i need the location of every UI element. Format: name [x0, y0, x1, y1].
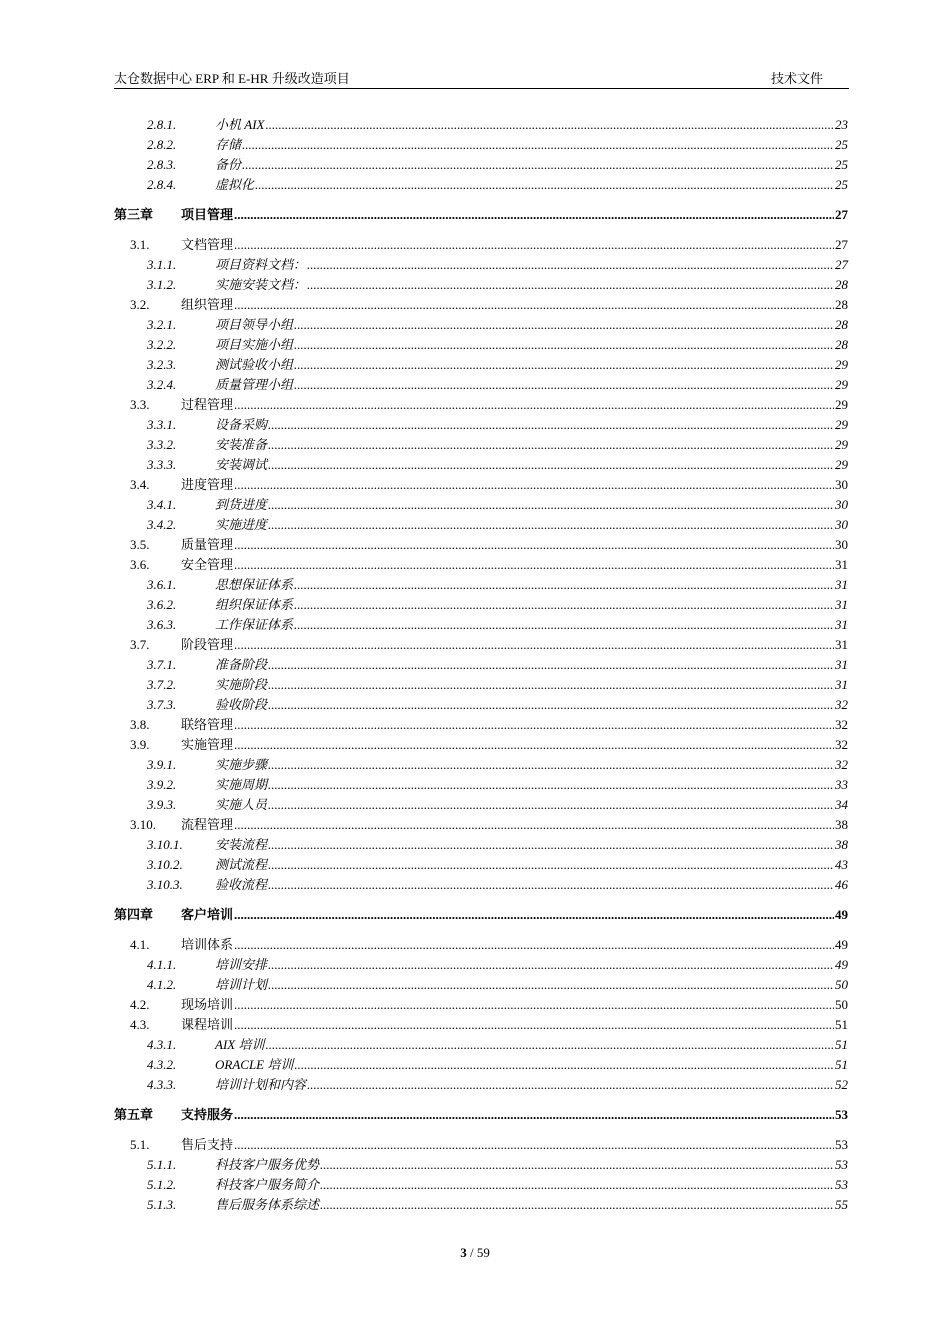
toc-leader-dots — [234, 1135, 834, 1155]
toc-entry-number: 3.9.2. — [147, 777, 177, 792]
toc-entry-number: 3.4. — [130, 477, 150, 492]
toc-entry-number: 2.8.1. — [147, 117, 177, 132]
toc-entry[interactable] — [147, 435, 848, 455]
toc-entry-page: 32 — [835, 757, 848, 772]
toc-leader-dots — [320, 1195, 834, 1215]
toc-entry-number: 3.3.1. — [147, 417, 177, 432]
toc-leader-dots — [268, 655, 834, 675]
toc-leader-dots — [294, 375, 834, 395]
toc-leader-dots — [234, 555, 834, 575]
toc-leader-dots — [268, 875, 834, 895]
toc-entry[interactable] — [147, 495, 848, 515]
toc-leader-dots — [242, 155, 834, 175]
toc-entry-number: 4.1.2. — [147, 977, 177, 992]
toc-entry-title: 备份 — [215, 157, 242, 172]
toc-entry[interactable] — [130, 635, 848, 655]
toc-entry-page: 50 — [835, 997, 848, 1012]
toc-entry-title: 安全管理 — [181, 557, 234, 572]
toc-entry-title: 安装流程 — [215, 837, 268, 852]
toc-entry-title: 准备阶段 — [215, 657, 268, 672]
toc-entry-page: 49 — [835, 957, 848, 972]
toc-entry[interactable] — [114, 905, 848, 925]
toc-leader-dots — [294, 1055, 834, 1075]
toc-entry-page: 51 — [835, 1037, 848, 1052]
toc-leader-dots — [307, 275, 834, 295]
toc-entry-page: 28 — [835, 317, 848, 332]
toc-entry-page: 30 — [835, 497, 848, 512]
toc-leader-dots — [307, 1075, 834, 1095]
toc-entry[interactable] — [147, 1195, 848, 1215]
toc-entry[interactable] — [147, 975, 848, 995]
toc-entry-title: 实施安装文档： — [215, 277, 307, 292]
toc-entry-number: 第三章 — [114, 207, 154, 222]
toc-leader-dots — [268, 975, 834, 995]
toc-leader-dots — [294, 575, 834, 595]
toc-leader-dots — [268, 755, 834, 775]
page-footer — [0, 1245, 950, 1261]
toc-entry-title: 实施管理 — [181, 737, 234, 752]
toc-leader-dots — [268, 495, 834, 515]
header-doc-type: 技术文件 — [770, 71, 823, 86]
toc-leader-dots — [268, 515, 834, 535]
header-title: 太仓数据中心 ERP 和 E-HR 升级改造项目 — [114, 71, 350, 86]
toc-leader-dots — [268, 415, 834, 435]
toc-entry-title: ORACLE 培训 — [215, 1057, 294, 1072]
toc-leader-dots — [268, 435, 834, 455]
toc-entry-number: 4.1. — [130, 937, 150, 952]
toc-entry-number: 4.3. — [130, 1017, 150, 1032]
toc-entry-page: 32 — [835, 717, 848, 732]
toc-entry[interactable] — [147, 1155, 848, 1175]
toc-entry-page: 53 — [835, 1177, 848, 1192]
toc-entry-number: 第四章 — [114, 907, 154, 922]
toc-entry-page: 51 — [835, 1017, 848, 1032]
toc-entry[interactable] — [114, 1105, 848, 1125]
toc-leader-dots — [234, 475, 834, 495]
toc-entry[interactable] — [147, 255, 848, 275]
toc-leader-dots — [265, 115, 834, 135]
toc-entry-title: 质量管理小组 — [215, 377, 294, 392]
toc-entry-title: AIX 培训 — [215, 1037, 265, 1052]
toc-leader-dots — [234, 905, 834, 925]
toc-entry-title: 过程管理 — [181, 397, 234, 412]
toc-entry-number: 3.10.3. — [147, 877, 183, 892]
toc-entry[interactable] — [147, 335, 848, 355]
toc-leader-dots — [234, 295, 834, 315]
toc-entry-page: 25 — [835, 137, 848, 152]
toc-entry-number: 4.3.3. — [147, 1077, 177, 1092]
toc-leader-dots — [320, 1175, 834, 1195]
toc-leader-dots — [234, 535, 834, 555]
toc-entry[interactable] — [130, 1135, 848, 1155]
toc-entry-title: 小机 AIX — [215, 117, 265, 132]
toc-leader-dots — [234, 715, 834, 735]
toc-entry-title: 工作保证体系 — [215, 617, 294, 632]
toc-leader-dots — [294, 315, 834, 335]
toc-entry-page: 50 — [835, 977, 848, 992]
toc-entry-number: 3.6. — [130, 557, 150, 572]
toc-entry-title: 项目实施小组 — [215, 337, 294, 352]
toc-entry[interactable] — [147, 115, 848, 135]
toc-entry-page: 29 — [835, 397, 848, 412]
toc-entry-title: 组织保证体系 — [215, 597, 294, 612]
toc-entry[interactable] — [130, 535, 848, 555]
toc-entry-title: 培训体系 — [181, 937, 234, 952]
toc-entry-page: 30 — [835, 477, 848, 492]
toc-entry-title: 实施阶段 — [215, 677, 268, 692]
toc-entry-title: 思想保证体系 — [215, 577, 294, 592]
toc-entry[interactable] — [147, 135, 848, 155]
toc-entry-number: 3.6.3. — [147, 617, 177, 632]
toc-entry[interactable] — [147, 1075, 848, 1095]
toc-entry[interactable] — [147, 855, 848, 875]
toc-entry-page: 38 — [835, 837, 848, 852]
toc-entry[interactable] — [130, 235, 848, 255]
toc-entry-title: 质量管理 — [181, 537, 234, 552]
toc-leader-dots — [294, 615, 834, 635]
toc-entry-number: 3.6.2. — [147, 597, 177, 612]
toc-leader-dots — [234, 235, 834, 255]
toc-entry-number: 3.7.2. — [147, 677, 177, 692]
toc-entry-title: 售后支持 — [181, 1137, 234, 1152]
toc-entry-page: 31 — [835, 657, 848, 672]
toc-entry-number: 5.1.2. — [147, 1177, 177, 1192]
toc-entry-page: 31 — [835, 557, 848, 572]
toc-entry[interactable] — [147, 415, 848, 435]
toc-leader-dots — [234, 815, 834, 835]
toc-entry-title: 测试流程 — [215, 857, 268, 872]
toc-entry-number: 3.2. — [130, 297, 150, 312]
toc-entry-number: 3.5. — [130, 537, 150, 552]
toc-entry-title: 文档管理 — [181, 237, 234, 252]
toc-entry-page: 31 — [835, 577, 848, 592]
toc-entry[interactable] — [130, 475, 848, 495]
toc-entry-page: 31 — [835, 617, 848, 632]
toc-entry-number: 5.1.1. — [147, 1157, 177, 1172]
toc-entry-title: 虚拟化 — [215, 177, 255, 192]
toc-entry-page: 43 — [835, 857, 848, 872]
toc-entry-page: 28 — [835, 337, 848, 352]
toc-entry-title: 安装准备 — [215, 437, 268, 452]
toc-entry-number: 3.2.4. — [147, 377, 177, 392]
toc-entry-number: 3.8. — [130, 717, 150, 732]
toc-entry-title: 科技客户服务简介 — [215, 1177, 320, 1192]
toc-entry[interactable] — [147, 695, 848, 715]
toc-leader-dots — [268, 695, 834, 715]
toc-entry[interactable] — [130, 555, 848, 575]
toc-entry[interactable] — [147, 755, 848, 775]
toc-entry[interactable] — [147, 515, 848, 535]
toc-leader-dots — [234, 935, 834, 955]
toc-entry[interactable] — [130, 995, 848, 1015]
toc-entry-page: 38 — [835, 817, 848, 832]
toc-entry-number: 3.9. — [130, 737, 150, 752]
toc-entry-number: 3.1.2. — [147, 277, 177, 292]
toc-leader-dots — [294, 335, 834, 355]
toc-entry-page: 49 — [835, 907, 848, 922]
toc-entry-title: 售后服务体系综述 — [215, 1197, 320, 1212]
toc-entry-title: 测试验收小组 — [215, 357, 294, 372]
toc-leader-dots — [234, 995, 834, 1015]
toc-entry-number: 3.10.1. — [147, 837, 183, 852]
toc-leader-dots — [268, 795, 834, 815]
toc-entry[interactable] — [147, 775, 848, 795]
toc-entry-number: 3.1.1. — [147, 257, 177, 272]
toc-entry-number: 3.3.2. — [147, 437, 177, 452]
toc-entry-page: 28 — [835, 297, 848, 312]
toc-entry-number: 5.1.3. — [147, 1197, 177, 1212]
toc-entry[interactable] — [130, 735, 848, 755]
toc-entry-title: 阶段管理 — [181, 637, 234, 652]
toc-entry-number: 3.7.3. — [147, 697, 177, 712]
toc-entry-page: 53 — [835, 1107, 848, 1122]
toc-leader-dots — [307, 255, 834, 275]
toc-entry-page: 46 — [835, 877, 848, 892]
toc-entry[interactable] — [114, 205, 848, 225]
page-header — [114, 66, 849, 89]
toc-entry-number: 3.2.2. — [147, 337, 177, 352]
toc-entry-page: 31 — [835, 597, 848, 612]
toc-entry-title: 项目资料文档： — [215, 257, 307, 272]
toc-leader-dots — [268, 775, 834, 795]
toc-entry[interactable] — [147, 455, 848, 475]
toc-leader-dots — [268, 955, 834, 975]
toc-leader-dots — [268, 835, 834, 855]
toc-entry-page: 51 — [835, 1057, 848, 1072]
toc-entry[interactable] — [130, 395, 848, 415]
toc-entry[interactable] — [147, 355, 848, 375]
toc-entry-title: 安装调试 — [215, 457, 268, 472]
toc-entry-title: 支持服务 — [181, 1107, 234, 1122]
toc-entry[interactable] — [147, 595, 848, 615]
toc-leader-dots — [234, 1015, 834, 1035]
toc-entry-page: 30 — [835, 537, 848, 552]
toc-entry-page: 27 — [835, 257, 848, 272]
toc-entry-page: 29 — [835, 357, 848, 372]
toc-entry[interactable] — [147, 575, 848, 595]
toc-entry[interactable] — [130, 935, 848, 955]
toc-entry[interactable] — [147, 795, 848, 815]
toc-entry-number: 3.7. — [130, 637, 150, 652]
current-page-number: 3 — [460, 1245, 467, 1260]
toc-entry-page: 34 — [835, 797, 848, 812]
toc-entry-number: 3.9.1. — [147, 757, 177, 772]
toc-entry-page: 27 — [835, 237, 848, 252]
toc-leader-dots — [294, 595, 834, 615]
toc-entry-number: 4.3.2. — [147, 1057, 177, 1072]
toc-entry-page: 52 — [835, 1077, 848, 1092]
toc-entry-page: 53 — [835, 1137, 848, 1152]
toc-entry[interactable] — [130, 295, 848, 315]
toc-entry-page: 31 — [835, 637, 848, 652]
toc-entry[interactable] — [130, 1015, 848, 1035]
toc-entry-number: 3.3.3. — [147, 457, 177, 472]
toc-entry-page: 28 — [835, 277, 848, 292]
toc-leader-dots — [320, 1155, 834, 1175]
toc-entry-title: 实施人员 — [215, 797, 268, 812]
toc-entry-page: 29 — [835, 437, 848, 452]
toc-leader-dots — [242, 135, 834, 155]
toc-entry-page: 31 — [835, 677, 848, 692]
toc-entry-number: 3.9.3. — [147, 797, 177, 812]
toc-leader-dots — [268, 675, 834, 695]
toc-entry[interactable] — [147, 955, 848, 975]
toc-entry-page: 25 — [835, 177, 848, 192]
toc-entry[interactable] — [147, 275, 848, 295]
toc-entry[interactable] — [147, 675, 848, 695]
toc-entry-number: 3.6.1. — [147, 577, 177, 592]
toc-leader-dots — [234, 735, 834, 755]
toc-entry[interactable] — [147, 375, 848, 395]
toc-leader-dots — [234, 205, 834, 225]
toc-leader-dots — [234, 395, 834, 415]
toc-entry-number: 3.4.1. — [147, 497, 177, 512]
toc-entry-number: 3.4.2. — [147, 517, 177, 532]
toc-entry-title: 实施周期 — [215, 777, 268, 792]
toc-entry-page: 29 — [835, 457, 848, 472]
toc-entry[interactable] — [147, 155, 848, 175]
toc-entry[interactable] — [130, 815, 848, 835]
toc-entry[interactable] — [147, 875, 848, 895]
toc-entry-title: 设备采购 — [215, 417, 268, 432]
toc-entry[interactable] — [147, 315, 848, 335]
toc-entry-number: 3.2.3. — [147, 357, 177, 372]
toc-entry-page: 55 — [835, 1197, 848, 1212]
toc-entry-number: 3.10.2. — [147, 857, 183, 872]
toc-entry-title: 联络管理 — [181, 717, 234, 732]
toc-entry-title: 存储 — [215, 137, 242, 152]
toc-entry[interactable] — [147, 1035, 848, 1055]
toc-entry-title: 课程培训 — [181, 1017, 234, 1032]
toc-entry-title: 进度管理 — [181, 477, 234, 492]
toc-entry-title: 验收阶段 — [215, 697, 268, 712]
toc-entry-page: 23 — [835, 117, 848, 132]
toc-entry-page: 25 — [835, 157, 848, 172]
toc-entry-number: 3.3. — [130, 397, 150, 412]
toc-entry-title: 培训计划和内容 — [215, 1077, 307, 1092]
toc-entry-number: 3.2.1. — [147, 317, 177, 332]
toc-leader-dots — [294, 355, 834, 375]
toc-entry-title: 实施步骤 — [215, 757, 268, 772]
page-separator: / — [466, 1245, 477, 1260]
toc-entry-page: 29 — [835, 417, 848, 432]
toc-entry-title: 验收流程 — [215, 877, 268, 892]
toc-entry-page: 27 — [835, 207, 848, 222]
toc-entry-page: 33 — [835, 777, 848, 792]
toc-entry-title: 客户培训 — [181, 907, 234, 922]
toc-entry-number: 3.1. — [130, 237, 150, 252]
toc-entry[interactable] — [147, 175, 848, 195]
toc-entry-number: 第五章 — [114, 1107, 154, 1122]
toc-leader-dots — [234, 1105, 834, 1125]
toc-entry[interactable] — [147, 1175, 848, 1195]
toc-entry-number: 3.10. — [130, 817, 156, 832]
toc-entry-title: 科技客户服务优势 — [215, 1157, 320, 1172]
toc-entry-page: 32 — [835, 737, 848, 752]
toc-entry-title: 流程管理 — [181, 817, 234, 832]
toc-entry-page: 32 — [835, 697, 848, 712]
toc-entry-title: 培训安排 — [215, 957, 268, 972]
toc-entry-number: 4.3.1. — [147, 1037, 177, 1052]
toc-entry-title: 现场培训 — [181, 997, 234, 1012]
toc-entry-title: 培训计划 — [215, 977, 268, 992]
toc-entry-title: 实施进度 — [215, 517, 268, 532]
toc-leader-dots — [234, 635, 834, 655]
toc-entry-number: 2.8.3. — [147, 157, 177, 172]
toc-entry-number: 2.8.4. — [147, 177, 177, 192]
toc-entry-title: 到货进度 — [215, 497, 268, 512]
toc-entry-page: 29 — [835, 377, 848, 392]
toc-leader-dots — [268, 855, 834, 875]
toc-entry-page: 53 — [835, 1157, 848, 1172]
toc-entry-page: 49 — [835, 937, 848, 952]
toc-leader-dots — [265, 1035, 834, 1055]
toc-entry-number: 2.8.2. — [147, 137, 177, 152]
toc-leader-dots — [255, 175, 834, 195]
total-pages: 59 — [476, 1245, 490, 1260]
toc-entry[interactable] — [130, 715, 848, 735]
toc-leader-dots — [268, 455, 834, 475]
toc-entry-page: 30 — [835, 517, 848, 532]
toc-entry-number: 5.1. — [130, 1137, 150, 1152]
toc-entry-title: 项目管理 — [181, 207, 234, 222]
toc-entry-number: 3.7.1. — [147, 657, 177, 672]
toc-entry-title: 项目领导小组 — [215, 317, 294, 332]
toc-entry-title: 组织管理 — [181, 297, 234, 312]
toc-entry[interactable] — [147, 1055, 848, 1075]
toc-entry[interactable] — [147, 655, 848, 675]
toc-entry[interactable] — [147, 835, 848, 855]
toc-entry[interactable] — [147, 615, 848, 635]
toc-entry-number: 4.2. — [130, 997, 150, 1012]
toc-entry-number: 4.1.1. — [147, 957, 177, 972]
